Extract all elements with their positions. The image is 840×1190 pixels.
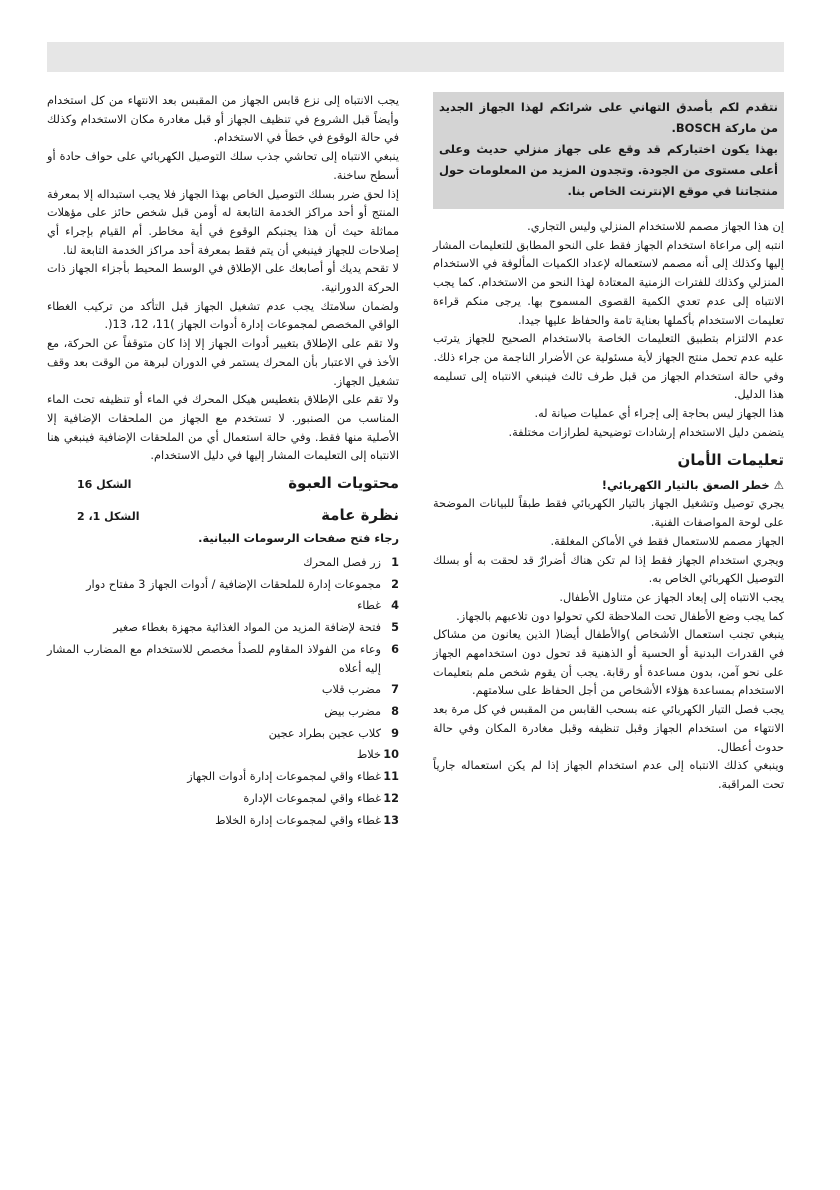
contents-figure-ref: الشكل 16 <box>77 478 132 492</box>
list-item <box>47 812 399 831</box>
header-bar <box>47 42 784 72</box>
safety-heading: تعليمات الأمان <box>677 451 784 470</box>
intro-box <box>433 92 784 209</box>
list-item <box>47 619 399 638</box>
item-number: 8 <box>391 704 399 718</box>
warning-title <box>433 476 784 495</box>
intro-line: نتقدم لكم بأصدق التهاني على شرائكم لهذا الجهاز الجديد من ماركة BOSCH. <box>439 100 778 135</box>
paragraph: يجب الانتباه إلى نزع قابس الجهاز من المقبس بعد الانتهاء من كل استخدام وأيضاً قبل الشروع في تنظيف الجهاز أو قبل مغادرة مكان الاستخدام وكذلك في حالة الوقوع في خطأ في الاستخدام. <box>47 94 399 145</box>
paragraph: ولضمان سلامتك يجب عدم تشغيل الجهاز قبل التأكد من تركيب الغطاء الواقي المخصص لمجموعات إدارة أدوات الجهاز )11، 12، 13(. <box>47 299 399 332</box>
contents-section-header <box>47 474 399 492</box>
paragraph: ولا تقم على الإطلاق بتغيير أدوات الجهاز إلا إذا كان متوقفاً عن الحركة، مع الأخذ في الاعتبار بأن المحرك يستمر في الدوران لبرهة من الوقت بعد وقف تشغيل الجهاز. <box>47 337 399 388</box>
item-text: غطاء واقي لمجموعات إدارة الخلاط <box>215 813 381 827</box>
item-text: مضرب بيض <box>324 704 381 718</box>
list-item <box>47 641 399 678</box>
safety-paragraph: الجهاز مصمم للاستعمال فقط في الأماكن المغلقة. <box>550 534 784 548</box>
item-text: زر فصل المحرك <box>303 556 381 570</box>
paragraph: ينبغي الانتباه إلى تحاشي جذب سلك التوصيل الكهربائي على حواف حادة أو أسطح ساخنة. <box>47 150 399 182</box>
item-text: وعاء من الفولاذ المقاوم للصدأ مخصص للاستخدام مع المضارب المشار إليه أعلاه <box>47 642 381 675</box>
paragraph: يتضمن دليل الاستخدام إرشادات توضيحية لطرازات مختلفة. <box>508 425 784 439</box>
list-item <box>47 554 399 573</box>
safety-paragraph: يجري توصيل وتشغيل الجهاز بالتيار الكهربائي فقط طبقاً للبيانات الموضحة على لوحة المواصفات الفنية. <box>433 497 784 530</box>
item-text: مضرب قلاب <box>321 683 381 697</box>
list-item <box>47 703 399 722</box>
overview-figure-ref: الشكل 1، 2 <box>77 510 140 524</box>
overview-section-header <box>47 506 399 524</box>
list-item <box>47 790 399 809</box>
item-text: كلاب عجين بطراد عجين <box>268 726 381 740</box>
item-text: غطاء <box>357 599 381 613</box>
safety-paragraph: يجب الانتباه إلى إبعاد الجهاز عن متناول الأطفال. <box>559 590 784 604</box>
paragraph: عدم الالتزام بتطبيق التعليمات الخاصة بالاستخدام الصحيح للجهاز يترتب عليه عدم تحمل منتج الجهاز لأية مسئولية عن الأضرار الناجمة من جراء ذلك. <box>433 332 784 364</box>
intro-line: بهذا يكون اختياركم قد وقع على جهاز منزلي حديث وعلى أعلى مستوى من الجودة. وتجدون المزيد من المعلومات حول منتجاتنا في موقع الإنترنت الخاص بنا. <box>439 142 778 198</box>
item-number: 6 <box>391 642 399 656</box>
item-text: مجموعات إدارة للملحقات الإضافية / أدوات الجهاز 3 مفتاح دوار <box>86 577 381 591</box>
item-number: 9 <box>391 726 399 740</box>
safety-paragraph: وينبغي كذلك الانتباه إلى عدم استخدام الجهاز إذا لم يكن استعماله جارياً تحت المراقبة. <box>433 759 784 791</box>
left-column <box>47 92 399 833</box>
paragraph: وفي حالة استخدام الجهاز من قبل طرف ثالث فينبغي الانتباه إلى تسليمه هذا الدليل. <box>433 369 784 402</box>
item-number: 12 <box>383 791 399 805</box>
item-text: غطاء واقي لمجموعات إدارة أدوات الجهاز <box>187 770 381 784</box>
item-number: 4 <box>391 599 399 613</box>
parts-list <box>47 554 399 830</box>
item-number: 11 <box>383 770 399 784</box>
paragraph: إن هذا الجهاز مصمم للاستخدام المنزلي وليس التجاري. <box>527 220 784 233</box>
paragraph: انتبه إلى مراعاة استخدام الجهاز فقط على النحو المطابق للتعليمات المشار إليها وكذلك إلى أنه مصمم لاستعماله لإعداد الكميات المألوفة في الاستخدام المنزلي وكذلك للفترات الزمنية المعتادة لهذا النحو من الاستخدام. كما يجب الانتباه إلى عدم تعدي الكمية القصوى المسموح بها. يرجى منكم قراءة تعليمات الاستخدام بأكملها بعناية تامة والحفاظ عليها جيدا. <box>433 238 784 327</box>
warning-title-text: خطر الصعق بالتيار الكهربائي! <box>601 478 770 493</box>
item-text: غطاء واقي لمجموعات الإدارة <box>243 791 381 805</box>
paragraph: هذا الجهاز ليس بحاجة إلى إجراء أي عمليات صيانة له. <box>534 407 784 421</box>
paragraph: لا تقحم يديك أو أصابعك على الإطلاق في الوسط المحيط بأجزاء الجهاز ذات الحركة الدورانية. <box>47 262 399 295</box>
item-number: 7 <box>391 683 399 697</box>
list-item <box>47 746 399 765</box>
safety-paragraph: كما يجب وضع الأطفال تحت الملاحظة لكي تحولوا دون تلاعبهم بالجهاز. <box>456 609 784 623</box>
contents-heading: محتويات العبوة <box>288 474 399 493</box>
item-text: خلاط <box>356 748 381 762</box>
list-item <box>47 597 399 616</box>
paragraph: ولا تقم على الإطلاق بتغطيس هيكل المحرك في الماء أو تنظيفه تحت الماء المناسب من الصنبور. لا تستخدم مع الجهاز من الملحقات الإضافية إلا الأصلية منها فقط. وفي حالة استعمال أي من الملحقات الإضافية فينبغي هنا الانتباه إلى التعليمات المشار إليها في دليل الاستخدام. <box>47 393 399 463</box>
item-number: 2 <box>391 577 399 591</box>
fold-out-note: رجاء فتح صفحات الرسومات البيانية. <box>198 532 399 546</box>
warning-triangle-icon: ⚠ <box>773 478 784 493</box>
item-number: 5 <box>391 621 399 635</box>
list-item <box>47 576 399 595</box>
item-text: فتحة لإضافة المزيد من المواد الغذائية مجهزة بغطاء صغير <box>113 621 381 635</box>
safety-paragraph: ويجري استخدام الجهاز فقط إذا لم تكن هناك أضرارٌ قد لحقت به أو بسلك التوصيل الكهربائي الخاص به. <box>433 553 784 586</box>
list-item <box>47 768 399 787</box>
item-number: 10 <box>383 748 399 762</box>
safety-paragraph: ينبغي تجنب استعمال الأشخاص )والأطفال أيضا( الذين يعانون من مشاكل في القدرات البدنية أو الحسية أو الذهنية قد تحول دون استخدامهم الجهاز على نحو آمن، بدون مساعدة أو رقابة. يجب أن يقوم شخص ملم بتعليمات الاستخدام بمساعدة هؤلاء الأشخاص من أجل الحفاظ على سلامتهم. <box>433 628 784 698</box>
item-number: 1 <box>391 556 399 570</box>
paragraph: إذا لحق ضرر بسلك التوصيل الخاص بهذا الجهاز فلا يجب استبداله إلا بمعرفة المنتج أو أحد مراكز الخدمة التابعة له أومن قبل شخص حائز على مؤهلات مماثلة حيث أن هذا يجنبكم الوقوع في أية مخاطر. أم القيام بإجراء أي إصلاحات للجهاز فينبغي أن يتم فقط بمعرفة أحد مراكز الخدمة التابعة لنا. <box>47 187 399 257</box>
list-item <box>47 681 399 700</box>
item-number: 13 <box>383 813 399 827</box>
list-item <box>47 725 399 744</box>
right-column <box>433 92 784 795</box>
safety-paragraph: يجب فصل التيار الكهربائي عنه بسحب القابس من المقبس في كل مرة بعد الانتهاء من استخدام الجهاز وقبل تنظيفه وقبل مغادرة المكان وفي حالة حدوث أعطال. <box>433 703 784 754</box>
overview-heading: نظرة عامة <box>321 506 399 525</box>
